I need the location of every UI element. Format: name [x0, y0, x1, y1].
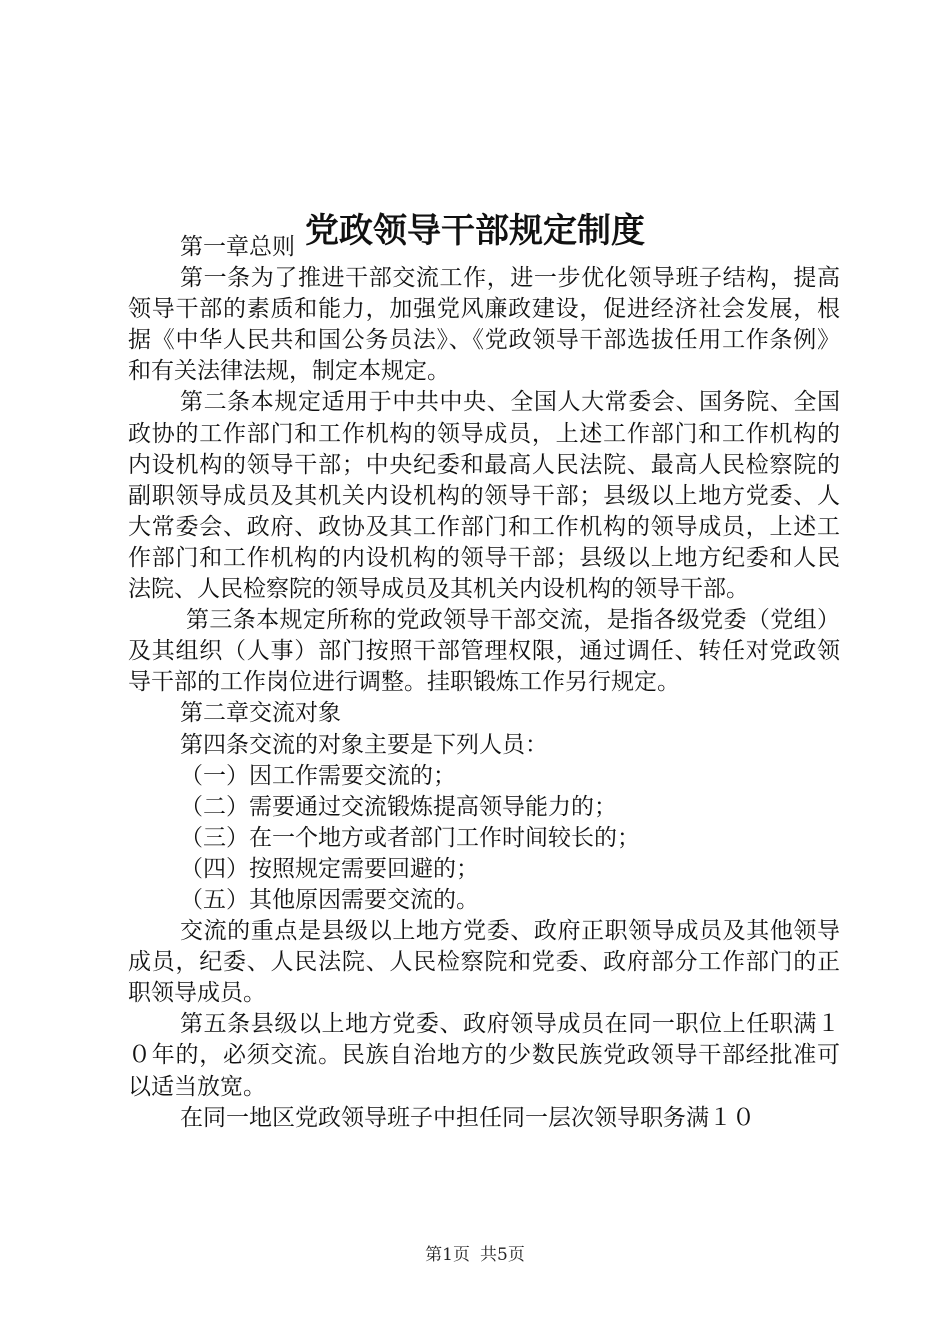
article-paragraph: 第五条县级以上地方党委、政府领导成员在同一职位上任职满１０年的，必须交流。民族自治地方的少数民族党政领导干部经批准可以适当放宽。 — [128, 1011, 840, 1100]
page-total: 共5页 — [480, 1245, 525, 1265]
document-body — [128, 232, 840, 1134]
page-footer — [0, 1244, 950, 1266]
body-paragraph: 在同一地区党政领导班子中担任同一层次领导职务满１０ — [180, 1104, 755, 1131]
article-paragraph: 第二条本规定适用于中共中央、全国人大常委会、国务院、全国政协的工作部门和工作机构的领导成员，上述工作部门和工作机构的内设机构的领导干部；中央纪委和最高人民法院、最高人民检察院的副职领导成员及其机关内设机构的领导干部；县级以上地方党委、人大常委会、政府、政协及其工作部门和工作机构的领导成员，上述工作部门和工作机构的内设机构的领导干部；县级以上地方纪委和人民法院、人民检察院的领导成员及其机关内设机构的领导干部。 — [128, 389, 840, 603]
list-item: （二）需要通过交流锻炼提高领导能力的； — [180, 793, 617, 820]
list-item: （五）其他原因需要交流的。 — [180, 886, 479, 913]
page-number: 第1页 — [425, 1245, 470, 1265]
article-paragraph: 第四条交流的对象主要是下列人员： — [180, 731, 548, 758]
list-item: （四）按照规定需要回避的； — [180, 855, 479, 882]
body-paragraph: 交流的重点是县级以上地方党委、政府正职领导成员及其他领导成员，纪委、人民法院、人民检察院和党委、政府部分工作部门的正职领导成员。 — [128, 918, 840, 1007]
article-paragraph: 第一条为了推进干部交流工作，进一步优化领导班子结构，提高领导干部的素质和能力，加强党风廉政建设，促进经济社会发展，根据《中华人民共和国公务员法》、《党政领导干部选拔任用工作条例》和有关法律法规，制定本规定。 — [128, 265, 840, 385]
list-item: （三）在一个地方或者部门工作时间较长的； — [180, 824, 640, 851]
chapter-heading: 第二章交流对象 — [180, 700, 341, 727]
list-item: （一）因工作需要交流的； — [180, 762, 456, 789]
article-paragraph: 第三条本规定所称的党政领导干部交流，是指各级党委（党组）及其组织（人事）部门按照干部管理权限，通过调任、转任对党政领导干部的工作岗位进行调整。挂职锻炼工作另行规定。 — [128, 607, 840, 696]
document-title: 党政领导干部规定制度 — [305, 210, 645, 251]
chapter-heading: 第一章总则 — [180, 234, 295, 260]
